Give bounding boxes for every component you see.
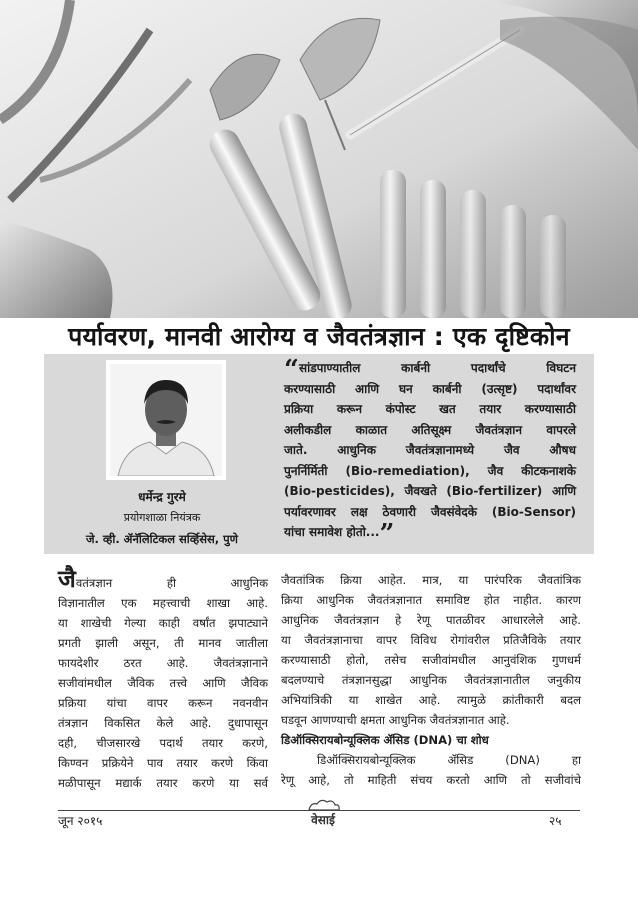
page-number: २५ (549, 814, 562, 828)
quote-line: पर्यावरणावर लक्ष ठेवणारी जैवसंवेदके (Bio-Sensor) (284, 504, 576, 519)
body-column-right (281, 570, 581, 790)
body-line: दही, चीजसारखे पदार्थ तयार करणे, (58, 736, 268, 750)
body-line: बदलण्याचे तंत्रज्ञानसुद्धा आधुनिक जैवतंत्रज्ञानातील जनुकीय (281, 673, 581, 687)
quote-line: प्रक्रिया करून कंपोस्ट खत तयार करण्यासाठी (284, 402, 576, 416)
article-title: पर्यावरण, मानवी आरोग्य व जैवतंत्रज्ञान : एक दृष्टिकोन (68, 322, 570, 351)
author-name: धर्मेन्द्र गुरमे (138, 490, 186, 504)
quote-line: “सांडपाण्यातील कार्बनी पदार्थांचे विघटन (284, 355, 576, 385)
body-line: घडवून आणण्याची क्षमता आधुनिक जैवतंत्रज्ञानात आहे. (281, 713, 510, 727)
logo-emblem-icon (295, 798, 351, 812)
body-line: आधुनिक जैवतंत्रज्ञान हे रेणू पातळीवर आधारलेले आहे. (281, 613, 581, 627)
author-quote-panel (44, 354, 594, 554)
body-line: जैवतांत्रिक क्रिया आहेत. मात्र, या पारंपरिक जैवतांत्रिक (281, 573, 581, 587)
body-line: तंत्रज्ञान विकसित केले आहे. दुधापासून (58, 716, 268, 730)
section-heading: डिऑक्सिरायबोन्यूक्लिक ॲसिड (DNA) चा शोध (281, 733, 489, 747)
quote-line: पुनर्निर्मिती (Bio-remediation), जैव कीटकनाशके (284, 463, 576, 478)
body-line: जैवतंत्रज्ञान ही आधुनिक (58, 565, 268, 593)
body-line: मळीपासून मद्यार्क तयार करणे या सर्व (58, 776, 268, 790)
quote-line: (Bio-pesticides), जैवखते (Bio-fertilizer) आणि (284, 484, 576, 498)
body-line: विज्ञानातील एक महत्त्वाची शाखा आहे. (58, 596, 268, 610)
body-line: या शाखेची गेल्या काही वर्षांत झपाट्याने (58, 616, 268, 630)
body-line: किण्वन प्रक्रियेने पाव तयार करणे किंवा (58, 756, 268, 770)
body-line: क्रिया आधुनिक जैवतंत्रज्ञानात समाविष्ट होत नाहीत. कारण (281, 593, 581, 607)
body-line: या जैवतंत्रज्ञानाचा वापर विविध रोगांवरील प्रतिजैविके तयार (281, 633, 581, 647)
body-line: रेणू आहे, तो माहिती संचय करतो आणि तो सजीवांचे (281, 773, 581, 787)
body-line: अभियांत्रिकी या शाखेत आहे. त्यामुळे क्रांतीकारी बदल (281, 693, 581, 707)
quote-line: यांचा समावेश होतो...” (284, 519, 395, 549)
body-line: करण्यासाठी होतो, तसेच सजीवांमधील आनुवंशिक गुणधर्म (281, 653, 581, 667)
author-role: प्रयोगशाळा नियंत्रक (123, 511, 201, 524)
pull-quote (284, 355, 576, 549)
quote-line: करण्यासाठी आणि घन कार्बनी (उत्सृष्ट) पदार्थांवर (284, 381, 576, 396)
hero-photo (0, 0, 638, 318)
body-line: प्रक्रिया यांचा वापर करून नवनवीन (58, 696, 268, 710)
body-line: फायदेशीर ठरत आहे. जैवतंत्रज्ञानाने (58, 656, 268, 670)
body-line: प्रगती झाली असून, ती मानव जातीला (58, 636, 268, 650)
quote-line: अलीकडील काळात अतिसूक्ष्म जैवतंत्रज्ञान वापरले (284, 422, 576, 437)
author-organization: जे. व्ही. ॲनॅलिटिकल सर्व्हिसेस, पुणे (86, 532, 238, 546)
magazine-logo (295, 797, 351, 833)
body-column-left (58, 565, 268, 793)
close-quote-mark: ” (379, 519, 395, 549)
author-photo (106, 360, 226, 480)
body-line: डिऑक्सिरायबोन्यूक्लिक ॲसिड (DNA) हा (317, 753, 581, 767)
issue-date: जून २०१५ (58, 814, 103, 828)
body-line: सजीवांमधील जैविक तत्त्वे आणि जैविक (58, 676, 268, 690)
drop-cap: जै (58, 565, 76, 593)
open-quote-mark: “ (284, 355, 299, 385)
quote-line: जाते. आधुनिक जैवतंत्रज्ञानामध्ये जैव औषध (284, 443, 576, 457)
logo-text: वेसाई (311, 813, 335, 827)
